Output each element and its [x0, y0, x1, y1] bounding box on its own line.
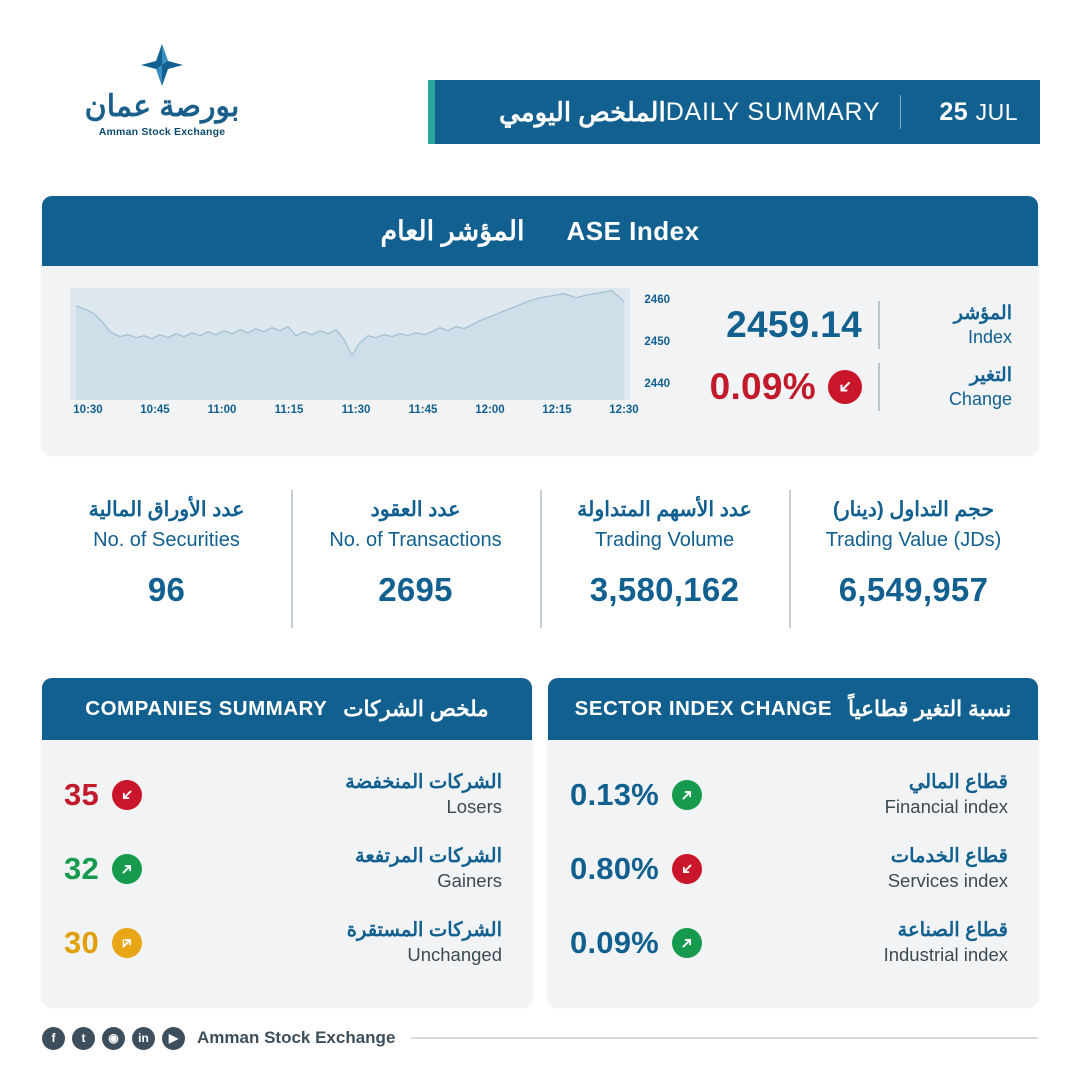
index-row-divider: [878, 301, 880, 349]
services-label-english: Services index: [887, 870, 1008, 892]
change-row-divider: [878, 363, 880, 411]
ase-logo: [62, 42, 262, 138]
kpi-value: 3,580,162: [589, 570, 740, 608]
footer-divider: [411, 1037, 1038, 1039]
services-labels: [720, 844, 1012, 894]
unchanged-label-english: Unchanged: [407, 944, 502, 966]
sector-index-change-panel: [548, 678, 1038, 1006]
chart-xtick-2: 11:00: [207, 404, 237, 416]
change-label-arabic: التغير: [969, 364, 1012, 386]
financial-labels: [720, 770, 1012, 820]
index-label-arabic: المؤشر: [953, 302, 1012, 324]
header-title-bar: [428, 80, 1040, 144]
unchanged-labels: [214, 918, 506, 968]
index-change-row: [684, 356, 1014, 418]
chart-ytick-0: 2460: [644, 294, 670, 306]
industrial-change-value: 0.09%: [570, 925, 659, 960]
industrial-label-english: Industrial index: [883, 944, 1008, 966]
linkedin-icon[interactable]: in: [132, 1027, 155, 1050]
chart-xtick-0: 10:30: [73, 404, 103, 416]
index-label-english: Index: [967, 326, 1012, 347]
index-stats: [684, 294, 1014, 418]
chart-xtick-3: 11:15: [274, 404, 304, 416]
header-title-english: DAILY SUMMARY: [665, 97, 881, 126]
services-value-wrap: [570, 851, 720, 887]
sector-row-services: [548, 832, 1038, 906]
arrow-down-icon: [672, 854, 702, 884]
losers-labels: [214, 770, 506, 820]
footer-brand-name: Amman Stock Exchange: [197, 1028, 396, 1047]
arrow-up-down-icon: [112, 928, 142, 958]
sector-index-change-body: [548, 740, 1038, 980]
kpi-row: [42, 482, 1038, 642]
index-value-wrap: [726, 304, 862, 346]
twitter-icon[interactable]: t: [72, 1027, 95, 1050]
chart-xtick-4: 11:30: [341, 404, 371, 416]
change-label: [896, 364, 1014, 410]
arrow-up-icon: [672, 780, 702, 810]
gainers-value-wrap: [64, 851, 214, 887]
change-label-english: Change: [948, 388, 1012, 409]
arrow-up-icon: [112, 854, 142, 884]
sector-index-change-header: [548, 678, 1038, 740]
unchanged-value-wrap: [64, 925, 214, 961]
social-links: [42, 1027, 185, 1050]
companies-summary-panel: [42, 678, 532, 1006]
companies-row-losers: [42, 758, 532, 832]
chart-xtick-6: 12:00: [475, 404, 505, 416]
ase-index-card: [42, 196, 1038, 454]
losers-count: 35: [64, 777, 99, 812]
kpi-trading-volume: [540, 482, 789, 642]
services-change-value: 0.80%: [570, 851, 659, 886]
header-date-day: 25: [939, 97, 969, 126]
facebook-icon[interactable]: f: [42, 1027, 65, 1050]
kpi-label-english: Trading Value (JDs): [825, 528, 1002, 551]
companies-summary-body: [42, 740, 532, 980]
intraday-chart: [70, 288, 668, 434]
chart-y-axis-labels: [628, 288, 670, 400]
ase-index-card-body: [42, 266, 1038, 454]
ase-index-title-english: ASE Index: [566, 215, 700, 246]
services-label-arabic: قطاع الخدمات: [890, 844, 1008, 867]
gainers-count: 32: [64, 851, 99, 886]
industrial-value-wrap: [570, 925, 720, 961]
chart-ytick-2: 2440: [644, 378, 670, 390]
companies-row-gainers: [42, 832, 532, 906]
companies-row-unchanged: [42, 906, 532, 980]
arrow-down-icon: [828, 370, 862, 404]
index-value: 2459.14: [726, 304, 862, 345]
kpi-no-of-securities: [42, 482, 291, 642]
kpi-label-english: No. of Transactions: [329, 528, 502, 551]
header-date-month: JUL: [975, 98, 1018, 125]
sector-row-industrial: [548, 906, 1038, 980]
page-footer: [42, 1018, 1038, 1058]
chart-xtick-8: 12:30: [609, 404, 639, 416]
kpi-label-english: Trading Volume: [594, 528, 735, 551]
sector-index-title-english: SECTOR INDEX CHANGE: [574, 697, 833, 720]
kpi-trading-value: [789, 482, 1038, 642]
chart-xtick-7: 12:15: [542, 404, 572, 416]
gainers-label-arabic: الشركات المرتفعة: [354, 844, 502, 867]
instagram-icon[interactable]: ◉: [102, 1027, 125, 1050]
kpi-value: 6,549,957: [838, 570, 989, 608]
industrial-labels: [720, 918, 1012, 968]
losers-label-arabic: الشركات المنخفضة: [345, 770, 502, 793]
header-divider: [900, 95, 901, 129]
sector-index-title-arabic: نسبة التغير قطاعياً: [848, 696, 1012, 721]
arrow-up-icon: [672, 928, 702, 958]
unchanged-count: 30: [64, 925, 99, 960]
financial-label-arabic: قطاع المالي: [908, 770, 1008, 793]
index-value-row: [684, 294, 1014, 356]
logo-arabic-name: بورصة عمان: [84, 90, 240, 123]
ase-index-card-header: [42, 196, 1038, 266]
logo-english-name: Amman Stock Exchange: [98, 126, 226, 138]
kpi-value: 96: [147, 570, 186, 608]
kpi-label-arabic: عدد الأسهم المتداولة: [577, 498, 752, 521]
gainers-label-english: Gainers: [437, 870, 502, 892]
industrial-label-arabic: قطاع الصناعة: [897, 918, 1008, 941]
index-change-wrap: [710, 366, 862, 408]
kpi-label-arabic: عدد العقود: [370, 498, 461, 521]
index-change-value: 0.09%: [709, 366, 816, 407]
kpi-value: 2695: [378, 570, 453, 608]
intraday-chart-svg: [70, 288, 630, 400]
gainers-labels: [214, 844, 506, 894]
logo-star-icon: [139, 42, 185, 88]
kpi-label-english: No. of Securities: [93, 528, 240, 551]
losers-value-wrap: [64, 777, 214, 813]
header-title-arabic: الملخص اليومي: [499, 96, 666, 127]
financial-label-english: Financial index: [884, 796, 1008, 818]
index-label: [896, 302, 1014, 348]
unchanged-label-arabic: الشركات المستقرة: [346, 918, 502, 941]
kpi-label-arabic: حجم التداول (دينار): [832, 498, 995, 521]
chart-x-axis-labels: [70, 404, 668, 424]
ase-index-title-arabic: المؤشر العام: [380, 215, 525, 246]
chart-ytick-1: 2450: [644, 336, 670, 348]
companies-summary-header: [42, 678, 532, 740]
kpi-no-of-transactions: [291, 482, 540, 642]
sector-row-financial: [548, 758, 1038, 832]
chart-xtick-1: 10:45: [140, 404, 170, 416]
companies-summary-title-arabic: ملخص الشركات: [343, 696, 489, 721]
financial-value-wrap: [570, 777, 720, 813]
companies-summary-title-english: COMPANIES SUMMARY: [85, 697, 328, 720]
losers-label-english: Losers: [446, 796, 502, 818]
header-date: [921, 98, 1018, 127]
chart-xtick-5: 11:45: [408, 404, 438, 416]
financial-change-value: 0.13%: [570, 777, 659, 812]
youtube-icon[interactable]: ▶: [162, 1027, 185, 1050]
page-header: [0, 0, 1080, 175]
arrow-down-icon: [112, 780, 142, 810]
kpi-label-arabic: عدد الأوراق المالية: [88, 498, 245, 521]
